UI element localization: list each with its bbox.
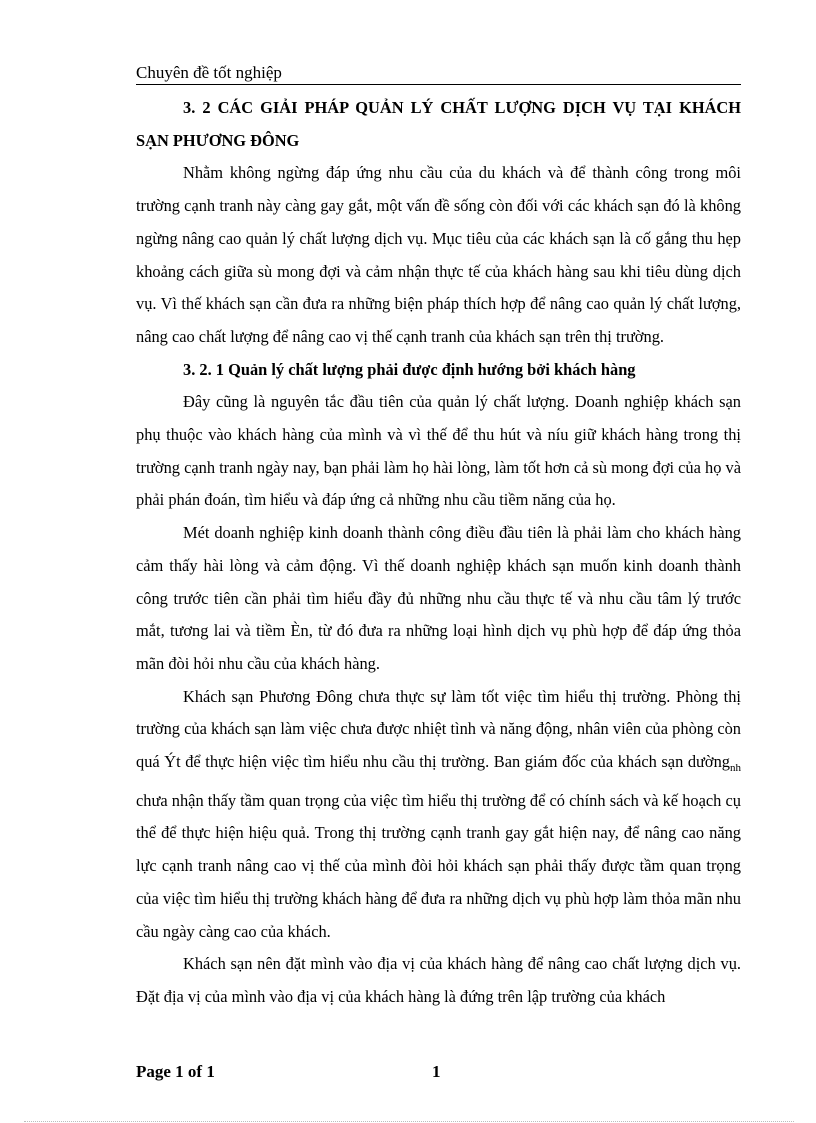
- header-title: Chuyên đề tốt nghiệp: [136, 63, 282, 82]
- document-body: [136, 92, 741, 1014]
- paragraph-market-research: [136, 681, 741, 949]
- paragraph-text-start: Khách sạn Phương Đông chưa thực sự làm tốt việc tìm hiểu thị trường. Phòng thị trường của khách sạn làm việc chưa được nhiệt tình và năng động, nhân viên của phòng còn quá Ýt để thực hiện việc tìm hiểu nhu cầu thị trường. Ban giám đốc của khách sạn dường: [136, 686, 741, 772]
- page-bottom-divider: [24, 1121, 794, 1122]
- page-label: Page 1 of 1: [136, 1062, 215, 1081]
- section-intro-paragraph: Nhằm không ngừng đáp ứng nhu cầu của du khách và để thành công trong môi trường cạnh tranh này càng gay gắt, một vấn đề sống còn đối với các khách sạn đó là không ngừng nâng cao quản lý chất lượng dịch vụ. Mục tiêu của các khách sạn là cố gắng thu hẹp khoảng cách giữa sù mong đợi và cảm nhận thực tế của khách hàng sau khi tiêu dùng dịch vụ. Vì thế khách sạn cần đưa ra những biện pháp thích hợp để nâng cao quản lý chất lượng, nâng cao chất lượng để nâng cao vị thế cạnh tranh của khách sạn trên thị trường.: [136, 163, 741, 346]
- section-heading: 3. 2 CÁC GIẢI PHÁP QUẢN LÝ CHẤT LƯỢNG DỊCH VỤ TẠI KHÁCH SẠN PHƯƠNG ĐÔNG: [136, 98, 741, 150]
- subsection-heading: 3. 2. 1 Quản lý chất lượng phải được định hướng bởi khách hàng: [183, 359, 636, 379]
- paragraph-business-success: Mét doanh nghiệp kinh doanh thành công điều đầu tiên là phải làm cho khách hàng cảm thấy hài lòng và cảm động. Vì thế doanh nghiệp khách sạn muốn kinh doanh thành công trước tiên cần phải tìm hiểu đầy đủ những nhu cầu thực tế và nhu cầu tâm lý trước mắt, tương lai và tiềm Èn, từ đó đưa ra những loại hình dịch vụ phù hợp để đáp ứng thỏa mãn đòi hỏi nhu cầu của khách hàng.: [136, 523, 741, 673]
- page-header: [136, 63, 741, 85]
- stray-subscript-fragment: nh: [730, 762, 741, 775]
- paragraph-customer-position: Khách sạn nên đặt mình vào địa vị của khách hàng để nâng cao chất lượng dịch vụ. Đặt địa vị của mình vào địa vị của khách hàng là đứng trên lập trường của khách: [136, 954, 741, 1006]
- paragraph-text-end: chưa nhận thấy tầm quan trọng của việc tìm hiểu thị trường để có chính sách và kế hoạch cụ thể để thực hiện hiệu quả. Trong thị trường cạnh tranh gay gắt hiện nay, để nâng cao năng lực cạnh tranh nâng cao vị thế của mình đòi hỏi khách sạn phải thấy được tầm quan trọng của việc tìm hiểu thị trường khách hàng để đưa ra những dịch vụ phù hợp làm thỏa mãn nhu cầu ngày càng cao của khách.: [136, 790, 741, 941]
- page-number: 1: [432, 1062, 441, 1081]
- paragraph-principle: Đây cũng là nguyên tắc đầu tiên của quản lý chất lượng. Doanh nghiệp khách sạn phụ thuộc vào khách hàng của mình và vì thế để thu hút và níu giữ khách hàng trong thị trường cạnh tranh ngày nay, bạn phải làm họ hài lòng, làm tốt hơn cả sù mong đợi của họ và phải phán đoán, tìm hiểu và đáp ứng cả những nhu cầu tiềm năng của họ.: [136, 392, 741, 510]
